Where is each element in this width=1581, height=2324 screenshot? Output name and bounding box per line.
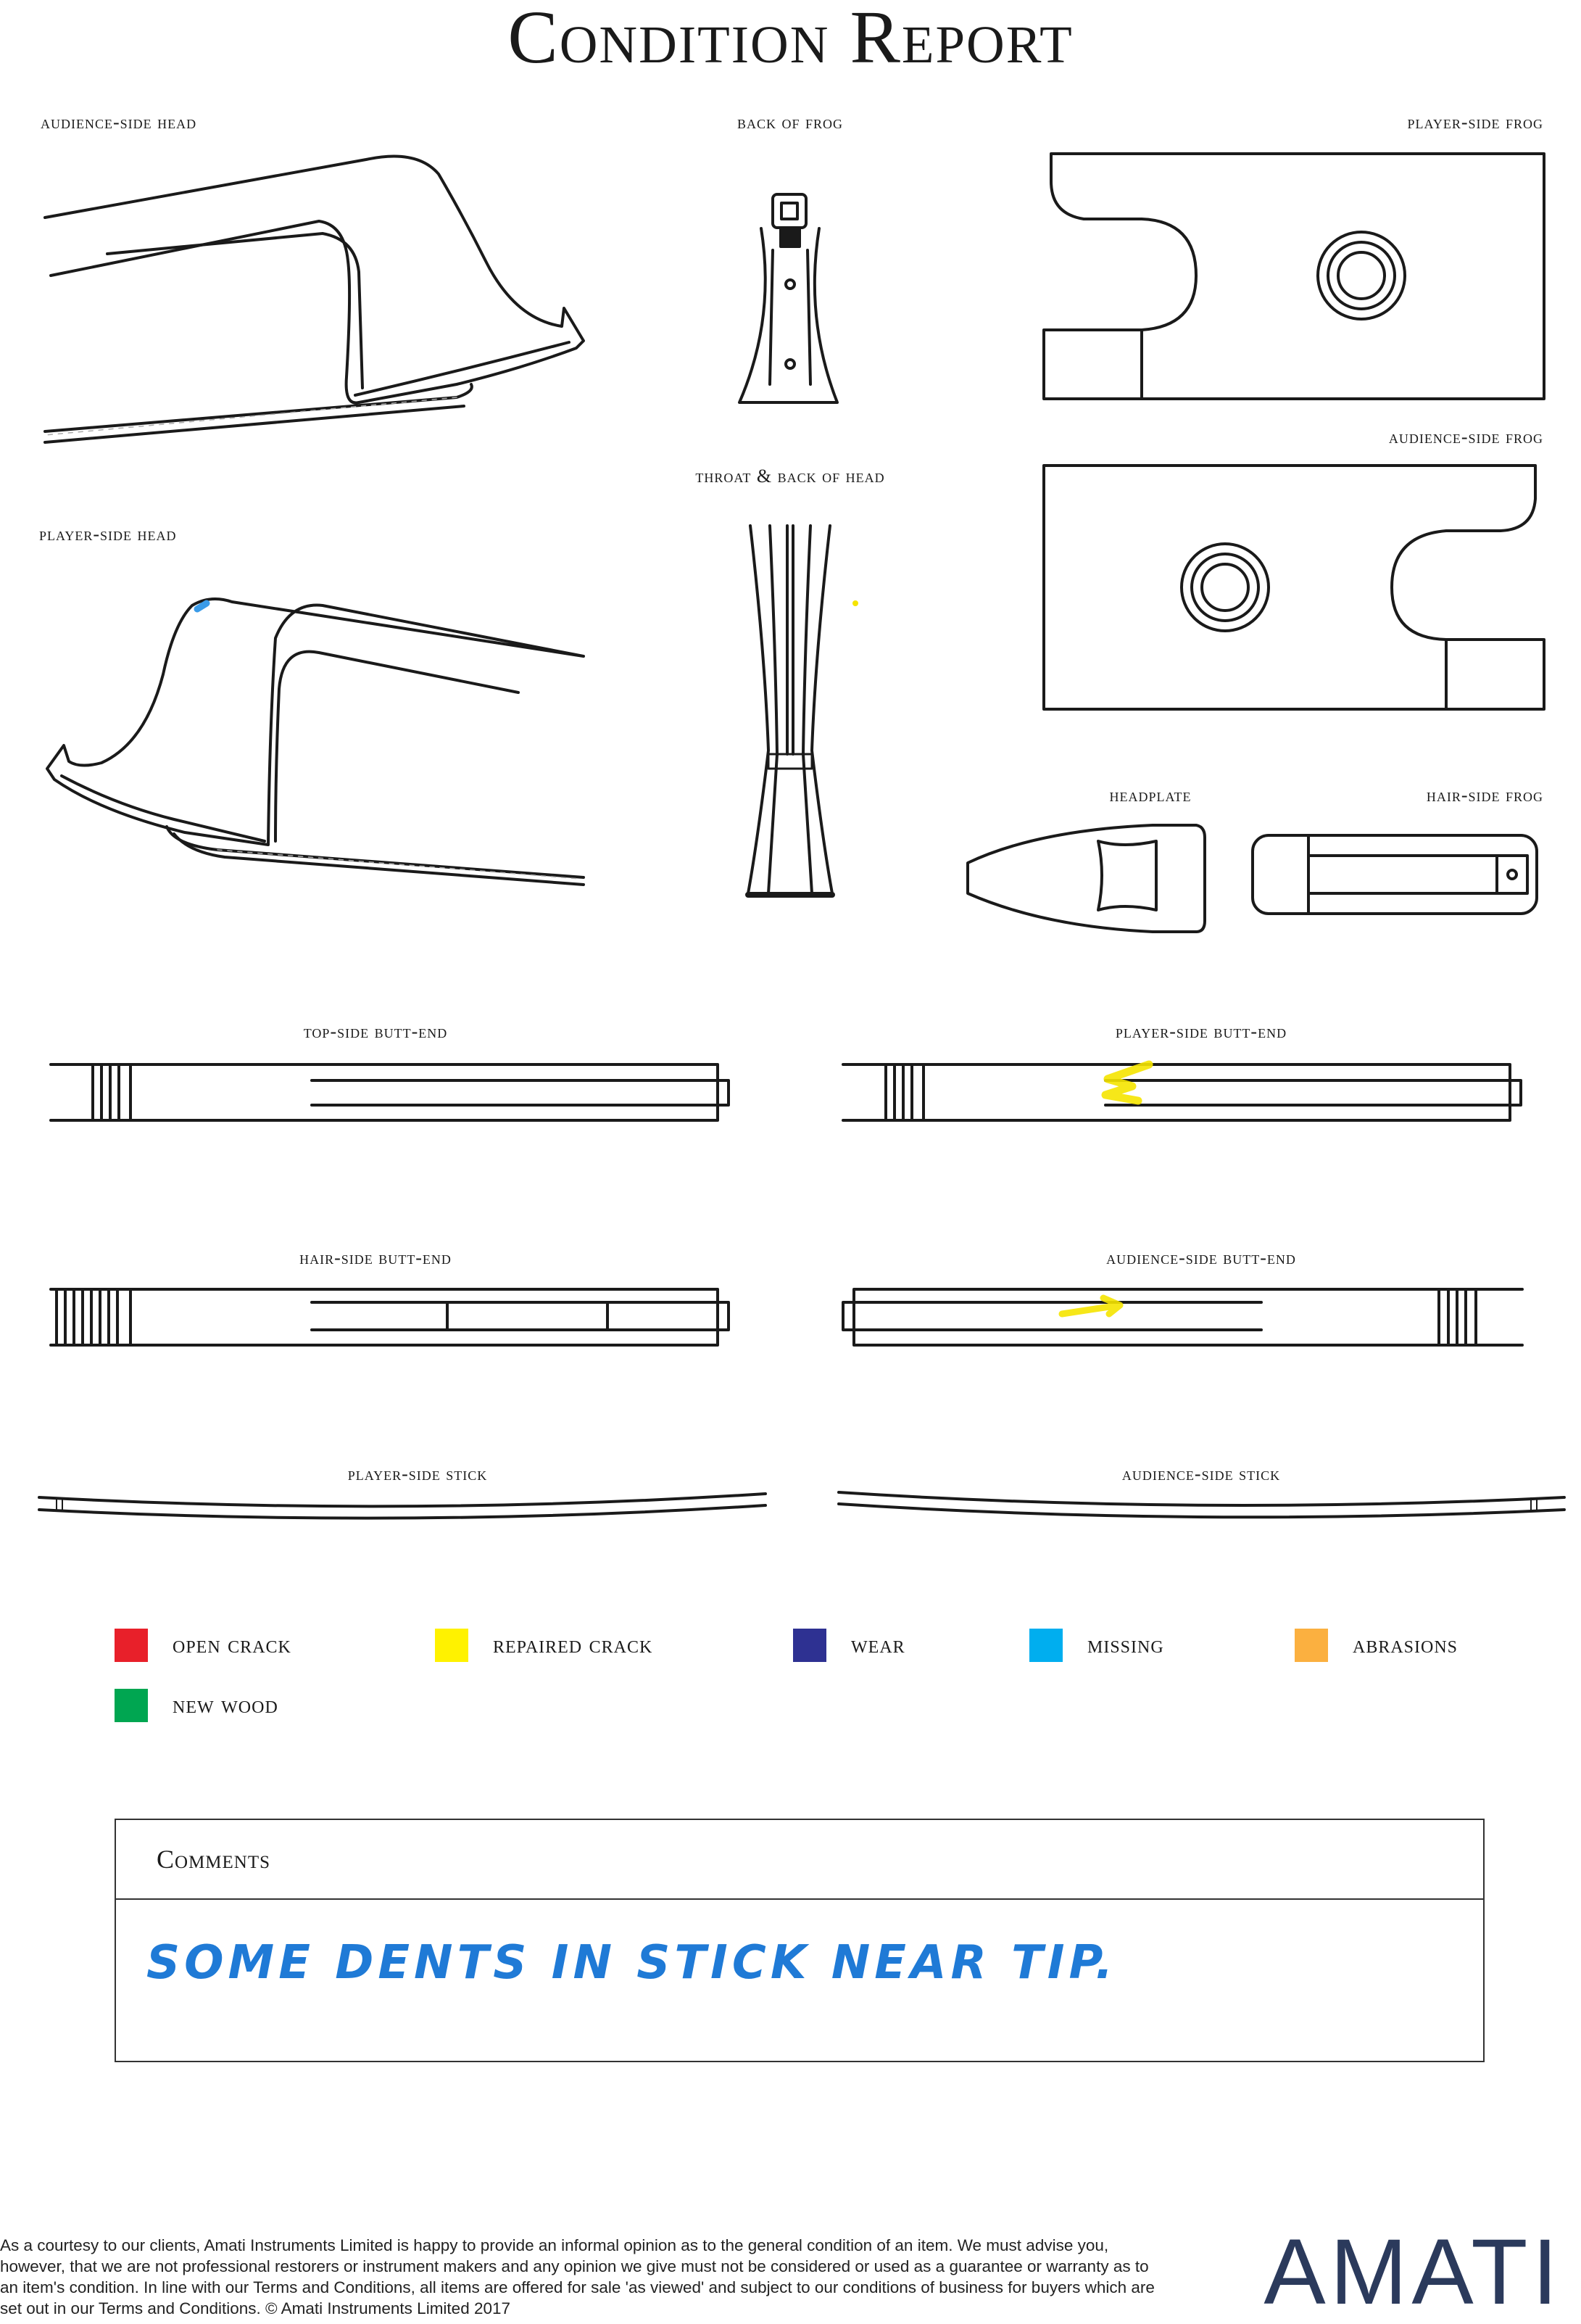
audience-side-head-drawing xyxy=(45,157,584,443)
swatch-wear xyxy=(793,1629,826,1662)
top-side-butt-end-drawing xyxy=(51,1064,729,1120)
label-hair-side-frog: hair-side frog xyxy=(1426,785,1543,806)
label-audience-side-frog: audience-side frog xyxy=(1388,426,1543,447)
label-throat-back-of-head: throat & back of head xyxy=(695,466,885,487)
missing-mark xyxy=(197,603,207,609)
comments-box xyxy=(115,1819,1485,2062)
swatch-open-crack xyxy=(115,1629,148,1662)
back-of-frog-drawing xyxy=(739,194,837,402)
page-title: Condition Report xyxy=(507,0,1074,79)
audience-side-stick-drawing xyxy=(839,1492,1564,1517)
player-side-frog-drawing xyxy=(1044,154,1544,399)
label-headplate: headplate xyxy=(1109,785,1192,806)
player-side-stick-drawing xyxy=(39,1494,765,1518)
label-back-of-frog: back of frog xyxy=(736,112,844,133)
throat-back-of-head-drawing xyxy=(748,526,832,895)
legend-open-crack: open crack xyxy=(115,1627,291,1663)
label-player-side-head: player-side head xyxy=(39,524,177,545)
swatch-repaired-crack xyxy=(435,1629,468,1662)
legend-new-wood: new wood xyxy=(115,1687,278,1724)
disclaimer-text: As a courtesy to our clients, Amati Instruments Limited is happy to provide an informal opinion as to the general condition of an item. We must advise you, however, that we are not professional restorers or instrument makers and any opinion we give must not be considered or used as a guarantee or warranty as to an item's condition. In line with our Terms and Conditions, all items are offered for sale 'as viewed' and subject to our conditions of business for buyers which are set out in our Terms and Conditions. © Amati Instruments Limited 2017 xyxy=(0,2236,1155,2317)
label-player-side-frog: player-side frog xyxy=(1407,112,1543,133)
legend-missing: missing xyxy=(1029,1627,1164,1663)
comments-handwritten-text[interactable]: SOME DENTS IN STICK NEAR TIP. xyxy=(146,1936,1118,1990)
comments-heading: Comments xyxy=(116,1820,1483,1900)
label-audience-side-butt-end: audience-side butt-end xyxy=(1106,1247,1296,1268)
swatch-abrasions xyxy=(1295,1629,1328,1662)
legend-wear: wear xyxy=(793,1627,905,1663)
legend-abrasions: abrasions xyxy=(1295,1627,1458,1663)
label-top-side-butt-end: top-side butt-end xyxy=(303,1021,448,1042)
repair-dot-mark xyxy=(852,600,858,606)
legend-repaired-crack: repaired crack xyxy=(435,1627,652,1663)
audience-side-frog-drawing xyxy=(1044,466,1544,709)
swatch-new-wood xyxy=(115,1689,148,1722)
label-player-side-butt-end: player-side butt-end xyxy=(1115,1021,1287,1042)
label-hair-side-butt-end: hair-side butt-end xyxy=(299,1247,452,1268)
hair-side-frog-drawing xyxy=(1253,835,1537,914)
label-audience-side-stick: audience-side stick xyxy=(1121,1463,1281,1484)
swatch-missing xyxy=(1029,1629,1063,1662)
player-side-butt-end-drawing xyxy=(843,1064,1521,1120)
amati-logo: AMATI xyxy=(1263,2220,1562,2324)
label-player-side-stick: player-side stick xyxy=(347,1463,488,1484)
hair-side-butt-end-drawing xyxy=(51,1289,729,1345)
label-audience-side-head: audience-side head xyxy=(41,112,197,133)
audience-side-butt-end-drawing xyxy=(843,1289,1522,1345)
player-side-head-drawing xyxy=(47,599,584,885)
headplate-drawing xyxy=(968,825,1205,932)
